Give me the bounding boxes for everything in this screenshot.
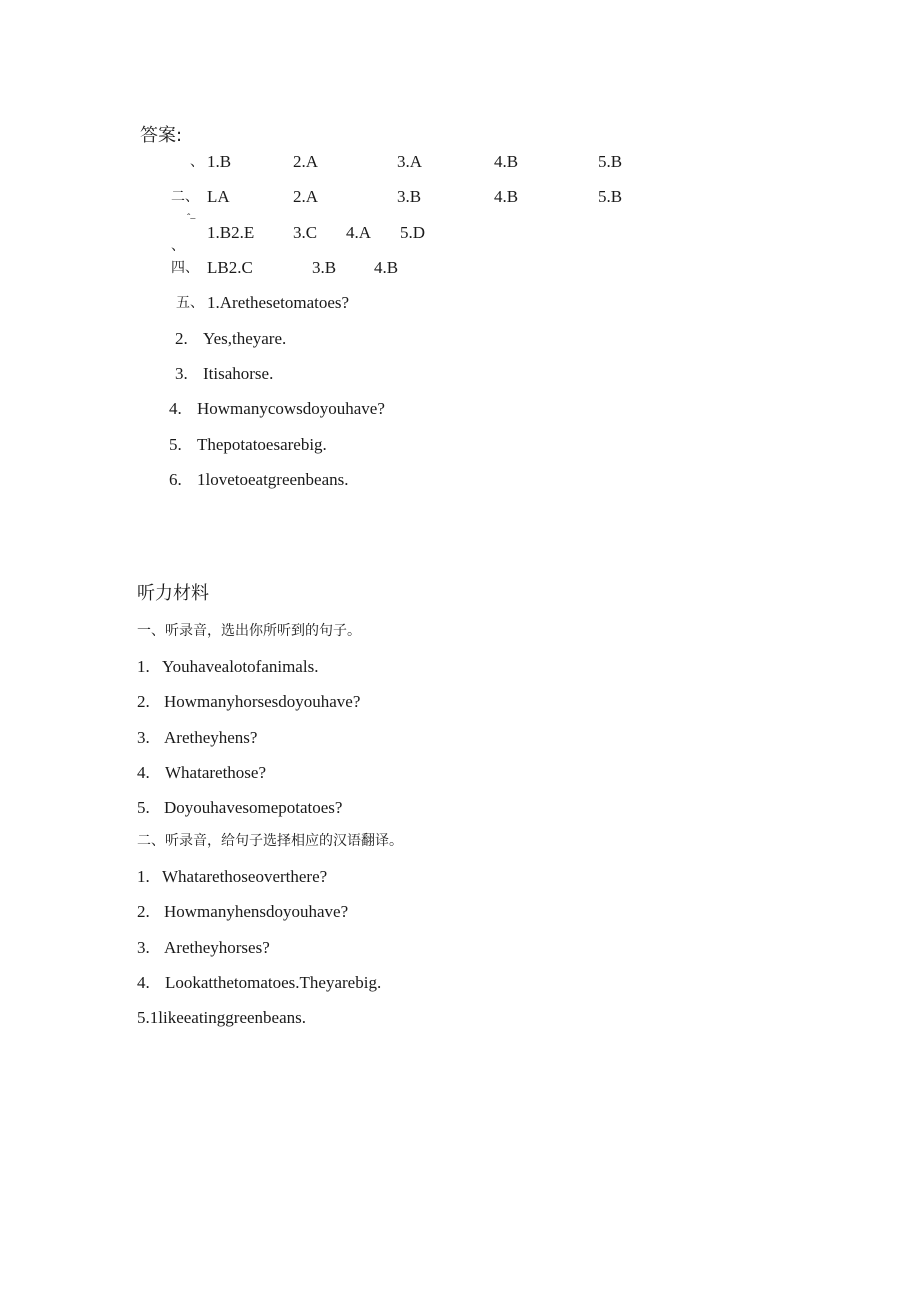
answer-cell: 1.B2.E <box>207 223 255 242</box>
list-item: 1lovetoeatgreenbeans. <box>197 470 349 489</box>
list-item: Whatarethose? <box>165 763 266 782</box>
list-item-number: 2. <box>137 692 150 711</box>
answer-cell: 2.A <box>293 152 319 171</box>
answer-cell: 5.B <box>598 152 623 171</box>
list-item: Aretheyhorses? <box>164 938 270 957</box>
answer-cell: LB2.C <box>207 258 253 277</box>
answer-cell: 3.B <box>397 187 422 206</box>
list-item: Aretheyhens? <box>164 728 258 747</box>
list-item: Howmanycowsdoyouhave? <box>197 399 385 418</box>
answer-cell: 4.B <box>494 187 519 206</box>
answer-cell: 3.A <box>397 152 423 171</box>
row-prefix: 四、 <box>171 260 199 276</box>
list-item-number: 2. <box>175 329 188 348</box>
answer-cell: 4.B <box>494 152 519 171</box>
list-item-number: 5. <box>137 798 150 817</box>
answer-cell: 3.B <box>312 258 337 277</box>
list-item-number: 1. <box>137 657 150 676</box>
list-item: Lookatthetomatoes.Theyarebig. <box>165 973 382 992</box>
listening-heading: 听力材料 <box>137 583 209 604</box>
answer-cell: 5.B <box>598 187 623 206</box>
list-item-number: 3. <box>175 364 188 383</box>
answer-cell: 4.A <box>346 223 372 242</box>
list-item-number: 3. <box>137 938 150 957</box>
list-item-number: 5. <box>169 435 182 454</box>
answer-cell: LA <box>207 187 230 206</box>
list-item: Howmanyhorsesdoyouhave? <box>164 692 361 711</box>
list-item: Howmanyhensdoyouhave? <box>164 902 349 921</box>
answer-sentence: 1.Arethesetomatoes? <box>207 293 350 312</box>
answer-cell: 3.C <box>293 223 318 242</box>
answer-cell: 5.D <box>400 223 426 242</box>
list-item-number: 4. <box>169 399 182 418</box>
row-prefix: 五、 <box>176 295 204 311</box>
answer-cell: 2.A <box>293 187 319 206</box>
section-title: 二、听录音，给句子选择相应的汉语翻译。 <box>137 833 403 849</box>
list-item: Yes,theyare. <box>203 329 287 348</box>
section-title: 一、听录音，选出你所听到的句子。 <box>137 623 361 639</box>
answer-cell: 4.B <box>374 258 399 277</box>
list-item-number: 2. <box>137 902 150 921</box>
list-item: Youhavealotofanimals. <box>162 657 319 676</box>
row-mark-bottom: 、 <box>171 238 185 254</box>
list-item: 5.1likeeatinggreenbeans. <box>137 1008 306 1027</box>
list-item: Doyouhavesomepotatoes? <box>164 798 343 817</box>
list-item-number: 3. <box>137 728 150 747</box>
list-item-number: 4. <box>137 973 150 992</box>
list-item: Whatarethoseoverthere? <box>162 867 328 886</box>
row-prefix: 、 <box>190 154 204 170</box>
list-item-number: 1. <box>137 867 150 886</box>
list-item: Itisahorse. <box>203 364 274 383</box>
row-prefix: 二、 <box>171 189 199 205</box>
list-item-number: 6. <box>169 470 182 489</box>
list-item: Thepotatoesarebig. <box>197 435 327 454</box>
row-mark-top: ˆ– <box>187 213 196 224</box>
list-item-number: 4. <box>137 763 150 782</box>
answers-heading: 答案: <box>140 125 183 146</box>
answer-cell: 1.B <box>207 152 232 171</box>
